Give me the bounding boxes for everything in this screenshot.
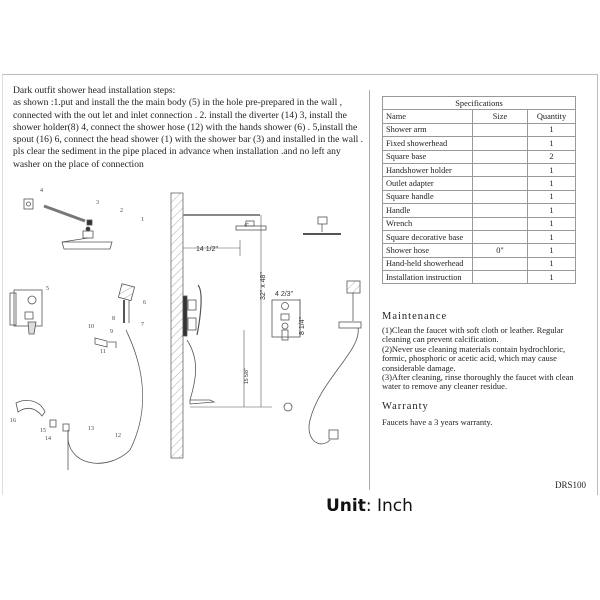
maintenance-item: (3)After cleaning, rinse thoroughly the faucet with clean water to remove any cleaner residue. [382,372,574,392]
maintenance-title: Maintenance [382,311,448,322]
svg-text:10: 10 [88,324,94,330]
table-row: Hand-held showerhead 1 [383,257,576,270]
square-base-part [24,199,33,209]
svg-text:13: 13 [88,426,94,432]
svg-text:1: 1 [141,217,144,223]
table-row: Square handle 1 [383,190,576,203]
svg-text:14 1/2": 14 1/2" [196,246,218,253]
table-row: Shower arm 1 [383,123,576,136]
maintenance-item: (1)Clean the faucet with soft cloth or leather. Regular cleaning can prevent calcification. [382,325,564,345]
unit-label [326,496,413,516]
svg-text:12: 12 [115,433,121,439]
svg-text:11: 11 [100,349,106,355]
table-row: Square base 2 [383,150,576,163]
svg-text:4 2/3": 4 2/3" [275,291,294,298]
svg-text:32" x 48": 32" x 48" [260,272,267,300]
steps-note: pls clear the sediment in the pipe placed in advance when installation .and no left any washer on the place of connection [13,146,341,170]
svg-text:6: 6 [143,300,146,306]
svg-text:4": 4" [244,223,249,229]
shower-arm-part [44,206,85,221]
svg-text:8: 8 [112,316,115,322]
model-number: DRS100 [555,480,587,490]
maintenance-list [382,326,592,392]
svg-text:4: 4 [40,188,43,194]
table-row: Shower hose 0" 1 [383,244,576,257]
svg-text:5: 5 [46,286,49,292]
svg-text:8 1/4": 8 1/4" [299,316,306,335]
diverter-part [63,424,69,431]
wall-section [171,193,361,458]
svg-text:14: 14 [45,436,51,442]
table-row: Outlet adapter 1 [383,177,576,190]
svg-text:9: 9 [110,329,113,335]
dimension-labels [196,223,306,384]
unit-value: : Inch [365,496,413,516]
col-header-size: Size [473,110,528,123]
steps-body: as shown :1.put and install the the main body (5) in the hole pre-prepared in the wall , connected with the out let and inlet connection . 2. install the diverter (14) 3, install the shower holder(8) 4, connect the shower hose (12) with the hands shower (6) . 5,install the spout (16) 6, connect the head shower (1) with the shower bar (3) and installed in the wall . [13,97,364,146]
table-row: Installation instruction 1 [383,271,576,284]
steps-title: Dark outfit shower head installation steps: [13,85,176,96]
part-labels [10,188,146,442]
svg-text:3: 3 [96,200,99,206]
table-row: Wrench 1 [383,217,576,230]
spout-part [16,400,45,416]
valve-front-view [272,300,300,337]
fixed-showerhead-part [62,242,112,249]
exploded-view [10,199,143,470]
table-row: Square decorative base 1 [383,230,576,243]
table-row: Handle 1 [383,204,576,217]
col-header-name: Name [383,110,473,123]
svg-text:16: 16 [10,418,16,424]
svg-text:15: 15 [40,428,46,434]
specifications-table [382,96,576,284]
handshower-holder-part [95,338,116,348]
unit-key: Unit [326,496,366,516]
maintenance-item: (2)Never use cleaning materials contain hydrochloric, formic, phosphoric or acetic acid, which may cause considerable damage. [382,343,566,373]
svg-text:15 5/8": 15 5/8" [244,368,250,384]
svg-text:7: 7 [141,322,144,328]
warranty-title: Warranty [382,401,429,412]
hand-shower-part [118,284,134,301]
svg-text:2: 2 [120,208,123,214]
table-row: Fixed showerhead 1 [383,137,576,150]
table-row: Handshower holder 1 [383,163,576,176]
spec-title: Specifications [383,97,576,110]
warranty-text: Faucets have a 3 years warranty. [382,417,493,427]
main-body-part [14,290,42,326]
col-header-quantity: Quantity [528,110,576,123]
